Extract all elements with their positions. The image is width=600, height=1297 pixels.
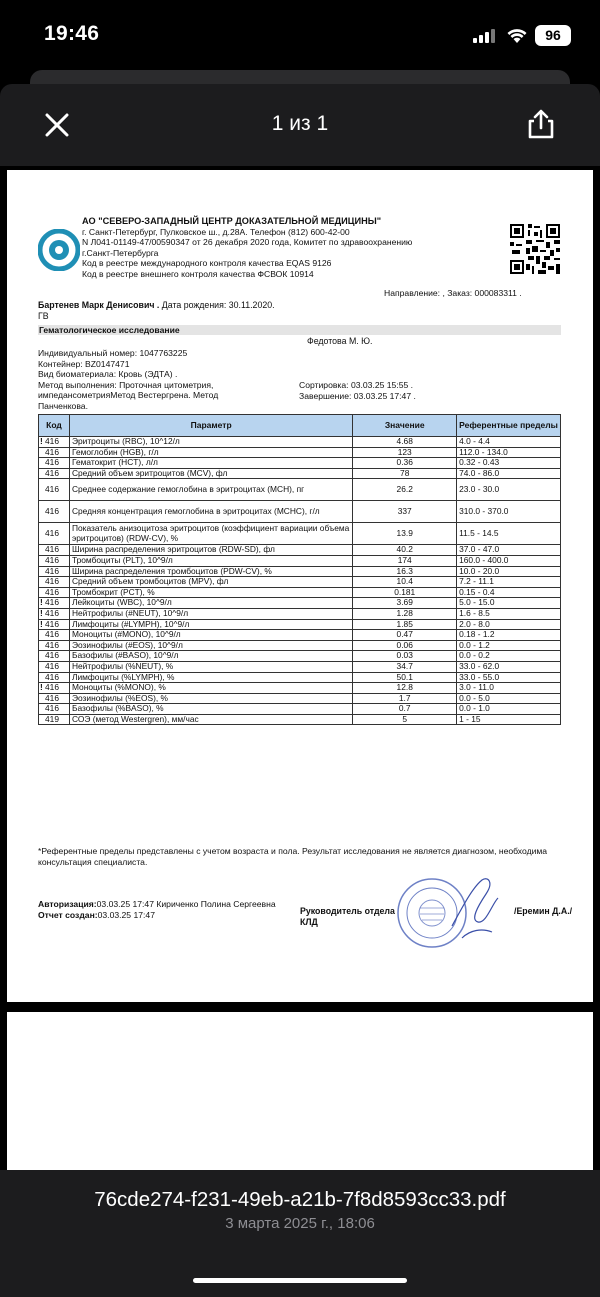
cell-code — [39, 683, 70, 694]
cell-param: Лимфоциты (#LYMPH), 10^9/л — [69, 619, 352, 630]
code-text: 416 — [45, 528, 59, 539]
info-line: Индивидуальный номер: 1047763225 — [38, 348, 188, 358]
table-row — [39, 619, 561, 630]
table-row — [39, 447, 561, 458]
cell-param: Эозинофилы (#EOS), 10^9/л — [69, 640, 352, 651]
cell-value: 0.7 — [353, 704, 457, 715]
cell-value: 0.181 — [353, 587, 457, 598]
created-value: 03.03.25 17:47 — [97, 909, 155, 920]
cell-param: Моноциты (%MONO), % — [69, 683, 352, 694]
code-text: 419 — [45, 713, 59, 724]
info-line: Контейнер: BZ0147471 — [38, 358, 130, 369]
cell-ref: 160.0 - 400.0 — [457, 555, 561, 566]
table-row — [39, 458, 561, 469]
cell-value: 40.2 — [353, 545, 457, 556]
cell-value: 10.4 — [353, 577, 457, 588]
code-text: 416 — [45, 457, 59, 468]
code-text: 416 — [45, 692, 59, 703]
order-number: Направление: , Заказ: 000083311 . — [384, 288, 522, 298]
cell-param: Базофилы (%BASO), % — [69, 704, 352, 715]
cell-code — [39, 587, 70, 598]
cell-ref: 0.0 - 1.2 — [457, 640, 561, 651]
cellular-signal-icon — [473, 29, 497, 43]
cell-ref: 5.0 - 15.0 — [457, 598, 561, 609]
cell-value: 0.03 — [353, 651, 457, 662]
timing-info — [299, 380, 499, 401]
cell-value: 16.3 — [353, 566, 457, 577]
patient-name: Бартенев Марк Денисович . — [38, 300, 160, 310]
code-text: 416 — [45, 436, 59, 447]
cell-param: Эритроциты (RBC), 10^12/л — [69, 437, 352, 448]
abnormal-flag: ! — [40, 597, 43, 608]
table-row — [39, 608, 561, 619]
table-row — [39, 704, 561, 715]
cell-param: Гемоглобин (HGB), г/л — [69, 447, 352, 458]
cell-param: Ширина распределения тромбоцитов (PDW-CV), % — [69, 566, 352, 577]
table-row — [39, 468, 561, 479]
org-line: Код в реестре внешнего контроля качества ФСВОК 10914 — [82, 268, 314, 279]
cell-param: Лимфоциты (%LYMPH), % — [69, 672, 352, 683]
code-text: 416 — [45, 661, 59, 671]
org-line: г. Санкт-Петербург, Пулковское ш., д.28А. Телефон (812) 600-42-00 — [82, 226, 350, 237]
cell-ref: 0.0 - 5.0 — [457, 693, 561, 704]
sample-info — [38, 348, 288, 412]
cell-ref: 3.0 - 11.0 — [457, 683, 561, 694]
table-row — [39, 661, 561, 672]
home-indicator[interactable] — [193, 1278, 407, 1283]
organization-name: АО "СЕВЕРО-ЗАПАДНЫЙ ЦЕНТР ДОКАЗАТЕЛЬНОЙ МЕДИЦИНЫ" — [82, 216, 382, 226]
cell-code — [39, 555, 70, 566]
cell-value: 26.2 — [353, 479, 457, 501]
table-row — [39, 651, 561, 662]
cell-param: Средняя концентрация гемоглобина в эритроцитах (MCHC), г/л — [69, 501, 352, 523]
code-text: 416 — [45, 608, 59, 619]
cell-value: 5 — [353, 714, 457, 725]
code-text: 416 — [45, 703, 59, 714]
col-header-ref: Референтные пределы — [457, 415, 561, 437]
table-row — [39, 545, 561, 556]
cell-ref: 0.18 - 1.2 — [457, 630, 561, 641]
table-row — [39, 479, 561, 501]
cell-value: 34.7 — [353, 661, 457, 672]
cell-code — [39, 661, 70, 672]
abnormal-flag: ! — [40, 618, 43, 629]
abnormal-flag: ! — [40, 607, 43, 618]
info-line: импедансометрияМетод Вестергрена. Метод — [38, 390, 219, 401]
cell-code — [39, 640, 70, 651]
col-header-code: Код — [39, 415, 70, 437]
cell-ref: 74.0 - 86.0 — [457, 468, 561, 479]
table-row — [39, 437, 561, 448]
cell-code — [39, 714, 70, 725]
cell-ref: 7.2 - 11.1 — [457, 577, 561, 588]
cell-value: 123 — [353, 447, 457, 458]
cell-param: Гематокрит (HCT), л/л — [69, 458, 352, 469]
info-line: Вид биоматериала: Кровь (ЭДТА) . — [38, 369, 178, 380]
cell-param: Нейтрофилы (%NEUT), % — [69, 661, 352, 672]
cell-value: 1.85 — [353, 619, 457, 630]
col-header-param: Параметр — [69, 415, 352, 437]
pdf-page-next — [7, 1012, 593, 1170]
cell-ref: 37.0 - 47.0 — [457, 545, 561, 556]
cell-code — [39, 501, 70, 523]
org-line: N Л041-01149-47/00590347 от 26 декабря 2020 года, Комитет по здравоохранению — [82, 237, 413, 248]
status-time: 19:46 — [44, 22, 100, 45]
cell-code — [39, 545, 70, 556]
created-label: Отчет создан: — [38, 909, 98, 920]
stamp-icon — [392, 868, 504, 958]
cell-value: 1.7 — [353, 693, 457, 704]
code-text: 416 — [45, 446, 59, 457]
cell-code — [39, 619, 70, 630]
cell-value: 1.28 — [353, 608, 457, 619]
cell-ref: 23.0 - 30.0 — [457, 479, 561, 501]
code-text: 416 — [45, 629, 59, 640]
code-text: 416 — [45, 484, 59, 495]
cell-value: 0.36 — [353, 458, 457, 469]
cell-value: 3.69 — [353, 598, 457, 609]
share-icon[interactable] — [526, 108, 556, 140]
patient-extra: ГВ — [38, 311, 49, 321]
col-header-value: Значение — [353, 415, 457, 437]
cell-ref: 10.0 - 20.0 — [457, 566, 561, 577]
status-bar — [0, 0, 600, 70]
authorization-block — [38, 899, 298, 921]
table-row — [39, 693, 561, 704]
file-date: 3 марта 2025 г., 18:06 — [225, 1215, 375, 1232]
cell-code — [39, 608, 70, 619]
code-text: 416 — [45, 597, 59, 608]
cell-code — [39, 598, 70, 609]
table-row — [39, 683, 561, 694]
cell-param: Ширина распределения эритроцитов (RDW-SD), фл — [69, 545, 352, 556]
cell-ref: 1 - 15 — [457, 714, 561, 725]
patient-info — [38, 300, 568, 322]
cell-code — [39, 447, 70, 458]
table-row — [39, 555, 561, 566]
cell-code — [39, 523, 70, 545]
page-counter: 1 из 1 — [271, 112, 329, 135]
org-line: Код в реестре международного контроля качества EQAS 9126 — [82, 258, 332, 269]
results-body — [39, 437, 561, 725]
code-text: 416 — [45, 586, 59, 597]
viewer-header — [0, 84, 600, 166]
code-text: 416 — [45, 506, 59, 517]
cell-ref: 310.0 - 370.0 — [457, 501, 561, 523]
cell-ref: 1.6 - 8.5 — [457, 608, 561, 619]
cell-code — [39, 566, 70, 577]
code-text: 416 — [45, 682, 59, 693]
info-line: Панченкова. — [38, 400, 88, 411]
cell-value: 337 — [353, 501, 457, 523]
cell-code — [39, 479, 70, 501]
cell-param: Тромбоциты (PLT), 10^9/л — [69, 555, 352, 566]
cell-param: Моноциты (#MONO), 10^9/л — [69, 630, 352, 641]
qr-code-icon — [510, 224, 560, 274]
code-text: 416 — [45, 467, 59, 478]
cell-ref: 11.5 - 14.5 — [457, 523, 561, 545]
cell-code — [39, 704, 70, 715]
wifi-icon — [505, 26, 529, 44]
cell-code — [39, 458, 70, 469]
cell-code — [39, 672, 70, 683]
cell-value: 174 — [353, 555, 457, 566]
cell-param: Тромбокрит (PCT), % — [69, 587, 352, 598]
cell-param: СОЭ (метод Westergren), мм/час — [69, 714, 352, 725]
cell-ref: 33.0 - 62.0 — [457, 661, 561, 672]
cell-param: Средний объем эритроцитов (MCV), фл — [69, 468, 352, 479]
code-text: 416 — [45, 565, 59, 576]
cell-param: Показатель анизоцитоза эритроцитов (коэффициент вариации объема эритроцитов) (RDW-CV), % — [69, 523, 352, 545]
cell-code — [39, 630, 70, 641]
auth-label: Авторизация: — [38, 899, 97, 909]
file-name: 76cde274-f231-49eb-a21b-7f8d8593cc33.pdf — [94, 1188, 506, 1211]
section-title: Гематологическое исследование — [38, 325, 561, 335]
abnormal-flag: ! — [40, 436, 43, 446]
info-line: Метод выполнения: Проточная цитометрия, — [38, 379, 214, 390]
document-viewer[interactable] — [0, 166, 600, 1170]
cell-value: 78 — [353, 468, 457, 479]
cell-code — [39, 651, 70, 662]
table-row — [39, 587, 561, 598]
results-table — [38, 414, 561, 725]
table-row — [39, 566, 561, 577]
cell-param: Базофилы (#BASO), 10^9/л — [69, 651, 352, 662]
head-title: Руководитель отдела КЛД — [300, 906, 395, 927]
cell-ref: 4.0 - 4.4 — [457, 437, 561, 448]
code-text: 416 — [45, 555, 59, 566]
patient-birth: Дата рождения: 30.11.2020. — [159, 300, 275, 310]
code-text: 416 — [45, 618, 59, 629]
cell-value: 13.9 — [353, 523, 457, 545]
table-row — [39, 577, 561, 588]
cell-ref: 33.0 - 55.0 — [457, 672, 561, 683]
completion-time: Завершение: 03.03.25 17:47 . — [299, 390, 416, 401]
table-row — [39, 501, 561, 523]
organization-info — [82, 216, 512, 280]
table-row — [39, 672, 561, 683]
cell-code — [39, 468, 70, 479]
battery-icon: 96 — [535, 25, 571, 46]
cell-value: 50.1 — [353, 672, 457, 683]
pdf-page — [7, 170, 593, 1002]
cell-value: 0.06 — [353, 640, 457, 651]
cell-ref: 0.0 - 0.2 — [457, 651, 561, 662]
sorting-time: Сортировка: 03.03.25 15:55 . — [299, 380, 414, 390]
table-row — [39, 640, 561, 651]
signer-name: /Еремин Д.А./ — [514, 906, 573, 916]
cell-param: Лейкоциты (WBC), 10^9/л — [69, 598, 352, 609]
file-info-bar — [0, 1170, 600, 1297]
cell-param: Нейтрофилы (#NEUT), 10^9/л — [69, 608, 352, 619]
table-row — [39, 630, 561, 641]
code-text: 416 — [45, 639, 59, 650]
cell-value: 12.8 — [353, 683, 457, 694]
cell-code — [39, 437, 70, 448]
cell-ref: 2.0 - 8.0 — [457, 619, 561, 630]
footnote: *Референтные пределы представлены с учетом возраста и пола. Результат исследования не является диагнозом, необходима консультация специалиста. — [38, 846, 548, 867]
cell-code — [39, 693, 70, 704]
cell-ref: 0.15 - 0.4 — [457, 587, 561, 598]
code-text: 416 — [45, 576, 59, 587]
cell-code — [39, 577, 70, 588]
table-row — [39, 598, 561, 609]
abnormal-flag: ! — [40, 682, 43, 693]
cell-param: Эозинофилы (%EOS), % — [69, 693, 352, 704]
code-text: 416 — [45, 671, 59, 682]
cell-param: Средний объем тромбоцитов (MPV), фл — [69, 577, 352, 588]
table-header-row — [39, 415, 561, 437]
cell-param: Среднее содержание гемоглобина в эритроцитах (MCH), пг — [69, 479, 352, 501]
clinic-logo-icon — [38, 229, 80, 271]
cell-ref: 0.0 - 1.0 — [457, 704, 561, 715]
org-line: г.Санкт-Петербурга — [82, 247, 159, 258]
cell-value: 0.47 — [353, 630, 457, 641]
cell-ref: 112.0 - 134.0 — [457, 447, 561, 458]
cell-ref: 0.32 - 0.43 — [457, 458, 561, 469]
cell-value: 4.68 — [353, 437, 457, 448]
code-text: 416 — [45, 650, 59, 661]
doctor-name: Федотова М. Ю. — [307, 336, 373, 346]
code-text: 416 — [45, 544, 59, 555]
table-row — [39, 523, 561, 545]
table-row — [39, 714, 561, 725]
auth-value: 03.03.25 17:47 Кириченко Полина Сергеевна — [96, 899, 276, 909]
